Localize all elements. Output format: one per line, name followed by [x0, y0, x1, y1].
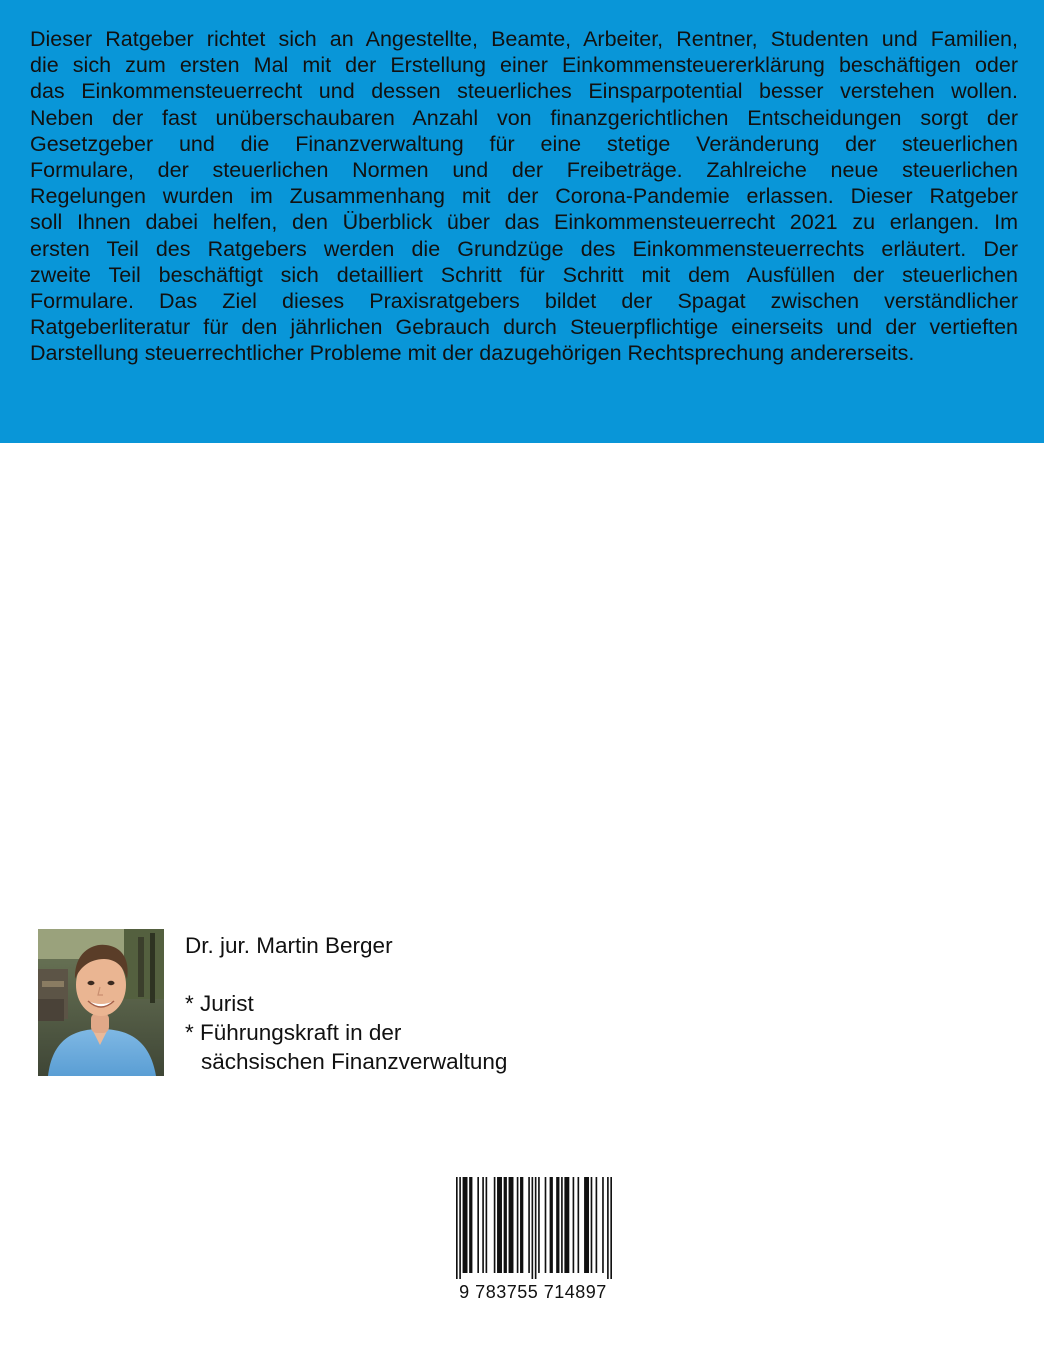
author-credentials: [185, 989, 507, 1076]
barcode-bar: [556, 1177, 559, 1273]
barcode-bar: [550, 1177, 553, 1273]
blurb-line: Regelungen wurden im Zusammenhang mit der Corona-Pandemie erlassen. Dieser Ratgeber: [30, 184, 1018, 209]
barcode-digits: 9 783755 714897: [459, 1282, 607, 1302]
barcode-bar: [456, 1177, 458, 1279]
barcode-bar: [509, 1177, 514, 1273]
barcode-bar: [517, 1177, 519, 1273]
blurb-line: das Einkommensteuerrecht und dessen steuerliches Einsparpotential besser verstehen wollen.: [30, 79, 1018, 104]
barcode-bar: [584, 1177, 589, 1273]
blurb-line: Gesetzgeber und die Finanzverwaltung für eine stetige Veränderung der steuerlichen: [30, 131, 1018, 156]
barcode-bar: [497, 1177, 502, 1273]
credential-item: * Jurist: [185, 991, 254, 1016]
isbn-barcode: [441, 1167, 625, 1309]
blurb-line: Ratgeberliteratur für den jährlichen Gebrauch durch Steuerpflichtige einerseits und der vertieften: [30, 315, 1018, 340]
blurb-line: Neben der fast unüberschaubaren Anzahl von finanzgerichtlichen Entscheidungen sorgt der: [30, 105, 1018, 130]
blurb-line: soll Ihnen dabei helfen, den Überblick über das Einkommensteuerrecht 2021 zu erlangen. Im: [30, 210, 1018, 235]
blurb-line: zweite Teil beschäftigt sich detailliert Schritt für Schritt mit dem Ausfüllen der steuerlichen: [30, 262, 1018, 287]
barcode-bar: [573, 1177, 575, 1273]
barcode-bar: [578, 1177, 580, 1273]
barcode-bar: [504, 1177, 507, 1273]
barcode-bars: [456, 1177, 612, 1279]
barcode-bar: [564, 1177, 569, 1273]
barcode-bar: [561, 1177, 563, 1273]
credential-item-continuation: sächsischen Finanzverwaltung: [201, 1049, 508, 1074]
author-name: Dr. jur. Martin Berger: [185, 933, 393, 958]
barcode-bar: [532, 1177, 534, 1279]
blurb-line: Darstellung steuerrechtlicher Probleme mit der dazugehörigen Rechtsprechung andererseits.: [30, 341, 915, 366]
barcode-bar: [520, 1177, 523, 1273]
barcode-bar: [469, 1177, 472, 1273]
blurb-line: Formulare. Das Ziel dieses Praxisratgebers bildet der Spagat zwischen verständlicher: [30, 288, 1018, 313]
blurb-line: Formulare, der steuerlichen Normen und der Freibeträge. Zahlreiche neue steuerlichen: [30, 157, 1018, 182]
author-photo: [38, 929, 164, 1076]
barcode-bar: [463, 1177, 468, 1273]
barcode-bar: [486, 1177, 488, 1273]
blurb-line: ersten Teil des Ratgebers werden die Grundzüge des Einkommensteuerrechts erläutert. Der: [30, 236, 1018, 261]
barcode-bar: [538, 1177, 540, 1273]
barcode-bar: [494, 1177, 496, 1273]
credential-item: * Führungskraft in der: [185, 1020, 402, 1045]
blurb-line: Dieser Ratgeber richtet sich an Angestellte, Beamte, Arbeiter, Rentner, Studenten und Familien,: [30, 27, 1018, 51]
blurb-line: die sich zum ersten Mal mit der Erstellung einer Einkommensteuererklärung beschäftigen oder: [30, 53, 1018, 78]
barcode-bar: [477, 1177, 479, 1273]
barcode-bar: [591, 1177, 593, 1273]
blurb-text: [30, 26, 1018, 366]
barcode-bar: [545, 1177, 547, 1273]
barcode-bar: [596, 1177, 598, 1273]
barcode-bar: [602, 1177, 604, 1273]
author-portrait-illustration: [38, 929, 164, 1076]
barcode-bar: [482, 1177, 484, 1273]
barcode-bar: [610, 1177, 612, 1279]
barcode-bar: [535, 1177, 537, 1279]
barcode-bar: [607, 1177, 609, 1279]
blurb-band: [0, 0, 1044, 443]
barcode-bar: [459, 1177, 461, 1279]
barcode-bar: [528, 1177, 530, 1273]
